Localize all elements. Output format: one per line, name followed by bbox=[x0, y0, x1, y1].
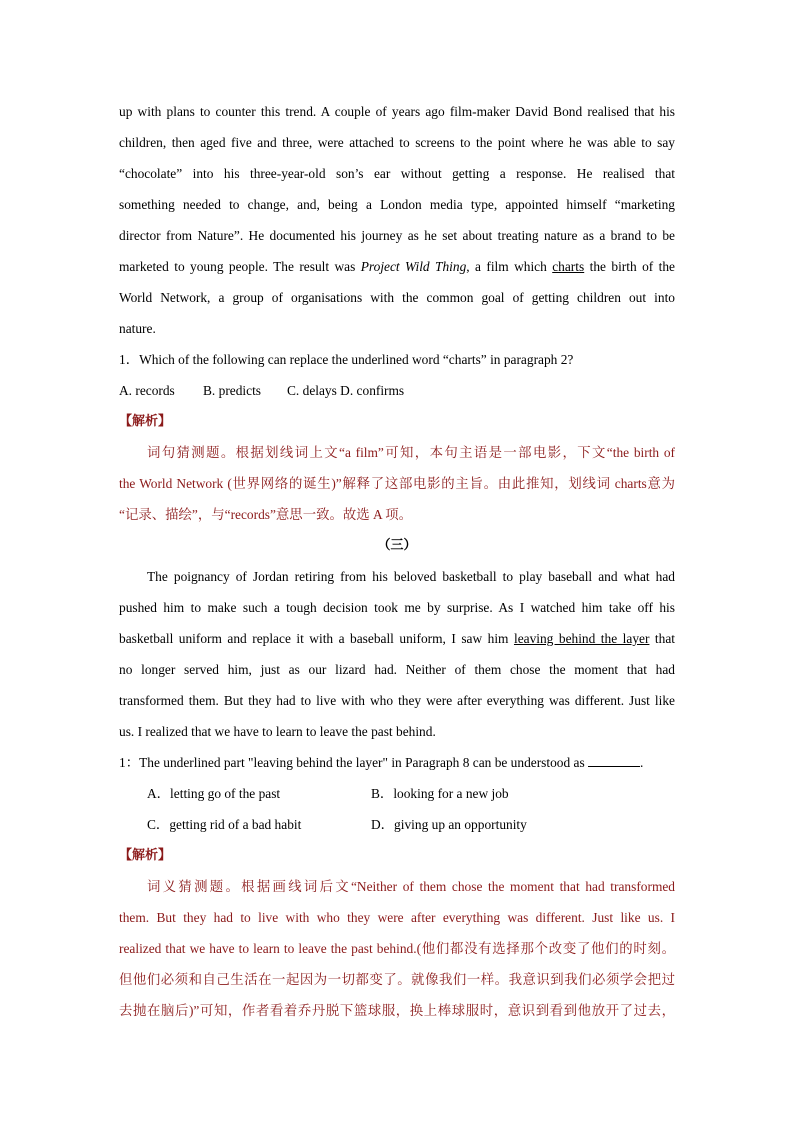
text-run: marketed to young people. The result was bbox=[119, 259, 361, 274]
text-run: , a film which bbox=[466, 259, 553, 274]
analysis-line: 去抛在脑后)”可知，作者看着乔丹脱下篮球服，换上棒球服时，意识到看到他放开了过去， bbox=[119, 1003, 675, 1018]
analysis-line: them. But they had to live with who they were after everything was different. Just like us. I bbox=[119, 910, 675, 925]
analysis-line: 词句猜测题。根据划线词上文“a film”可知，本句主语是一部电影，下文“the birth of bbox=[147, 445, 675, 460]
passage-line: up with plans to counter this trend. A couple of years ago film-maker David Bond realised that his bbox=[119, 104, 675, 119]
underlined-word: charts bbox=[552, 259, 585, 274]
passage-line: transformed them. But they had to live with who they were after everything was different. Just like bbox=[119, 693, 675, 708]
question-1-options bbox=[119, 375, 675, 406]
option-c: C．getting rid of a bad habit bbox=[147, 817, 302, 832]
answer-blank bbox=[588, 754, 640, 767]
analysis-line: 词义猜测题。根据画线词后文“Neither of them chose the moment that had transformed bbox=[147, 879, 675, 894]
passage-line: The poignancy of Jordan retiring from his beloved basketball to play baseball and what had bbox=[147, 569, 675, 584]
period: . bbox=[640, 755, 644, 770]
passage-line: nature. bbox=[119, 321, 156, 336]
passage-line: us. I realized that we have to learn to leave the past behind. bbox=[119, 724, 436, 739]
underlined-phrase: leaving behind the layer bbox=[513, 631, 650, 646]
document-page bbox=[119, 96, 675, 1026]
option-a: A．letting go of the past bbox=[147, 786, 281, 801]
question-2-options-row bbox=[119, 809, 675, 840]
option-b: B. predicts bbox=[203, 383, 262, 398]
passage-line: something needed to change, and, being a London media type, appointed himself “marketing bbox=[119, 197, 675, 212]
option-b: B．looking for a new job bbox=[371, 786, 509, 801]
text-run: that bbox=[649, 631, 675, 646]
passage-line: director from Nature”. He documented his journey as he set about treating nature as a brand to be bbox=[119, 228, 675, 243]
passage-line bbox=[119, 623, 675, 654]
passage-line: World Network, a group of organisations with the common goal of getting children out into bbox=[119, 290, 675, 305]
text-run: the birth of the bbox=[584, 259, 675, 274]
question-2-options-row bbox=[119, 778, 675, 809]
analysis-heading: 【解析】 bbox=[119, 414, 172, 429]
option-d: D．giving up an opportunity bbox=[371, 817, 527, 832]
question-1: 1．Which of the following can replace the underlined word “charts” in paragraph 2? bbox=[119, 352, 574, 367]
film-title: Project Wild Thing bbox=[360, 259, 467, 274]
passage-paragraph bbox=[119, 96, 675, 344]
passage-line bbox=[119, 251, 675, 282]
passage-paragraph bbox=[119, 561, 675, 747]
passage-line: “chocolate” into his three-year-old son’s ear without getting a response. He realised that bbox=[119, 166, 675, 181]
question-2 bbox=[119, 747, 675, 778]
option-c-d: C. delays D. confirms bbox=[287, 383, 405, 398]
option-a: A. records bbox=[119, 383, 175, 398]
analysis-line: the World Network (世界网络的诞生)”解释了这部电影的主旨。由此推知，划线词 charts意为 bbox=[119, 476, 675, 491]
passage-line: pushed him to make such a tough decision took me by surprise. As I watched him take off his bbox=[119, 600, 675, 615]
analysis-line: realized that we have to learn to leave the past behind.(他们都没有选择那个改变了他们的时刻。 bbox=[119, 941, 675, 956]
section-title: （三） bbox=[377, 538, 417, 553]
analysis-heading: 【解析】 bbox=[119, 848, 172, 863]
question-text: 1：The underlined part "leaving behind the layer" in Paragraph 8 can be understood as bbox=[119, 755, 589, 770]
passage-line: no longer served him, just as our lizard had. Neither of them chose the moment that had bbox=[119, 662, 675, 677]
analysis-line: 但他们必须和自己生活在一起因为一切都变了。就像我们一样。我意识到我们必须学会把过 bbox=[119, 972, 675, 987]
text-run: basketball uniform and replace it with a baseball uniform, I saw him bbox=[119, 631, 514, 646]
analysis-line: “记录、描绘”，与“records”意思一致。故选 A 项。 bbox=[119, 507, 413, 522]
passage-line: children, then aged five and three, were attached to screens to the point where he was able to say bbox=[119, 135, 675, 150]
